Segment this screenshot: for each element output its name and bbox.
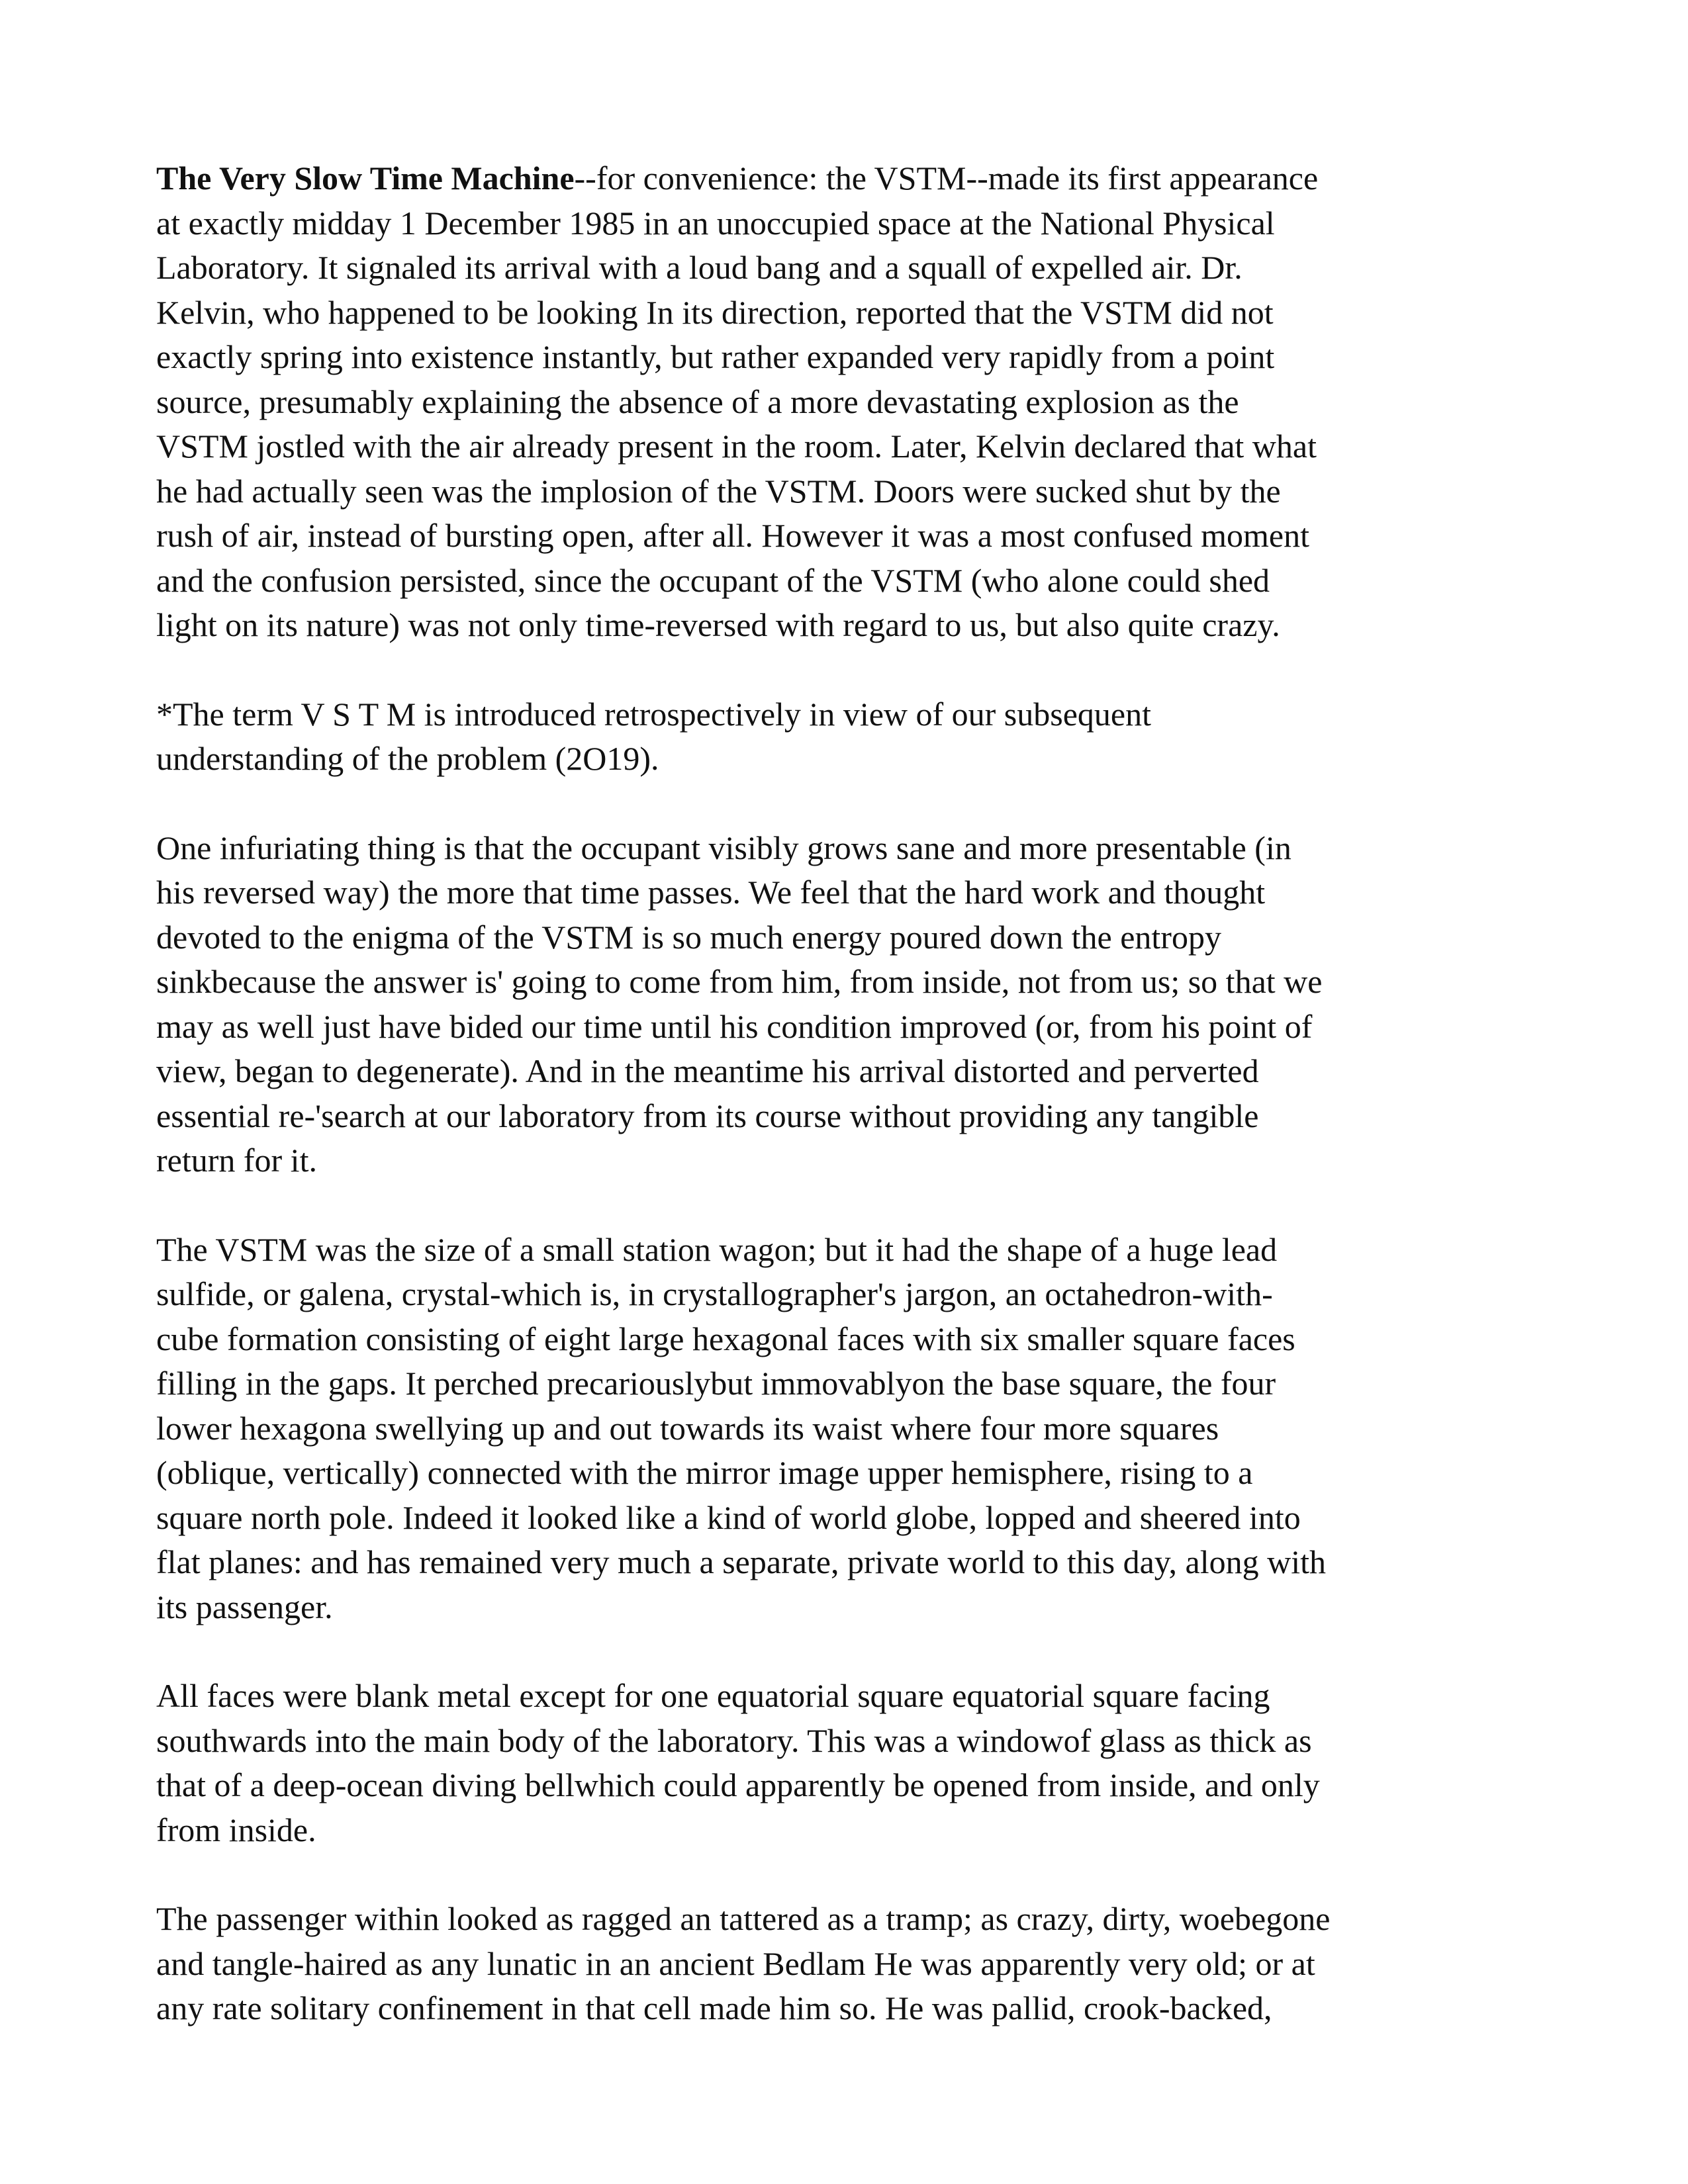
text-line: sulfide, or galena, crystal-which is, in crystallographer's jargon, an octahedron-with- bbox=[156, 1275, 1273, 1312]
text-line: he had actually seen was the implosion of the VSTM. Doors were sucked shut by the bbox=[156, 472, 1281, 510]
text-line: and tangle-haired as any lunatic in an ancient Bedlam He was apparently very old; or at bbox=[156, 1944, 1315, 1982]
paragraph-5 bbox=[156, 1674, 1540, 1852]
text-line: light on its nature) was not only time-reversed with regard to us, but also quite crazy. bbox=[156, 606, 1280, 643]
text-line: essential re-'search at our laboratory from its course without providing any tangible bbox=[156, 1097, 1259, 1134]
footnote-paragraph bbox=[156, 692, 1540, 782]
text-line: any rate solitary confinement in that cell made him so. He was pallid, crook-backed, bbox=[156, 1989, 1272, 2026]
paragraph-3 bbox=[156, 826, 1540, 1183]
text-line: sinkbecause the answer is' going to come from him, from inside, not from us; so that we bbox=[156, 963, 1323, 1000]
text-line: All faces were blank metal except for one equatorial square equatorial square facing bbox=[156, 1677, 1270, 1714]
document-page bbox=[156, 156, 1540, 2075]
text-line-continuation: --for convenience: the VSTM--made its first appearance bbox=[574, 159, 1319, 197]
text-line: at exactly midday 1 December 1985 in an unoccupied space at the National Physical bbox=[156, 204, 1275, 242]
text-line: One infuriating thing is that the occupant visibly grows sane and more presentable (in bbox=[156, 829, 1291, 866]
text-line: rush of air, instead of bursting open, after all. However it was a most confused moment bbox=[156, 517, 1309, 554]
text-line: exactly spring into existence instantly, but rather expanded very rapidly from a point bbox=[156, 338, 1275, 375]
text-line: may as well just have bided our time until his condition improved (or, from his point of bbox=[156, 1007, 1313, 1045]
text-line: flat planes: and has remained very much a separate, private world to this day, along with bbox=[156, 1543, 1327, 1580]
text-line: The VSTM was the size of a small station wagon; but it had the shape of a huge lead bbox=[156, 1230, 1278, 1268]
text-line: Kelvin, who happened to be looking In its direction, reported that the VSTM did not bbox=[156, 293, 1274, 331]
text-line: source, presumably explaining the absence of a more devastating explosion as the bbox=[156, 383, 1239, 420]
text-line: Laboratory. It signaled its arrival with a loud bang and a squall of expelled air. Dr. bbox=[156, 249, 1243, 286]
text-line: devoted to the enigma of the VSTM is so much energy poured down the entropy bbox=[156, 918, 1221, 956]
document-title: The Very Slow Time Machine bbox=[156, 159, 575, 197]
text-line: cube formation consisting of eight large hexagonal faces with six smaller square faces bbox=[156, 1320, 1295, 1357]
text-line: The passenger within looked as ragged an tattered as a tramp; as crazy, dirty, woebegone bbox=[156, 1900, 1331, 1937]
text-line: VSTM jostled with the air already present in the room. Later, Kelvin declared that what bbox=[156, 428, 1317, 465]
text-line: southwards into the main body of the laboratory. This was a windowof glass as thick as bbox=[156, 1721, 1312, 1759]
paragraph-6 bbox=[156, 1897, 1540, 2031]
text-line: from inside. bbox=[156, 1811, 316, 1848]
paragraph-4 bbox=[156, 1228, 1540, 1630]
text-line: and the confusion persisted, since the occupant of the VSTM (who alone could shed bbox=[156, 561, 1270, 599]
text-line: square north pole. Indeed it looked like a kind of world globe, lopped and sheered into bbox=[156, 1498, 1301, 1536]
text-line: *The term V S T M is introduced retrospectively in view of our subsequent bbox=[156, 695, 1152, 733]
text-line: understanding of the problem (2O19). bbox=[156, 740, 659, 777]
text-line: that of a deep-ocean diving bellwhich could apparently be opened from inside, and only bbox=[156, 1766, 1320, 1803]
text-line: return for it. bbox=[156, 1142, 317, 1179]
text-line: its passenger. bbox=[156, 1588, 333, 1625]
text-line: lower hexagona swellying up and out towards its waist where four more squares bbox=[156, 1409, 1219, 1447]
text-line: (oblique, vertically) connected with the mirror image upper hemisphere, rising to a bbox=[156, 1454, 1253, 1491]
paragraph-1 bbox=[156, 156, 1540, 648]
text-line: his reversed way) the more that time passes. We feel that the hard work and thought bbox=[156, 874, 1266, 911]
text-line bbox=[156, 156, 1540, 201]
text-line: filling in the gaps. It perched precariouslybut immovablyon the base square, the four bbox=[156, 1365, 1276, 1402]
text-line: view, began to degenerate). And in the meantime his arrival distorted and perverted bbox=[156, 1052, 1259, 1089]
